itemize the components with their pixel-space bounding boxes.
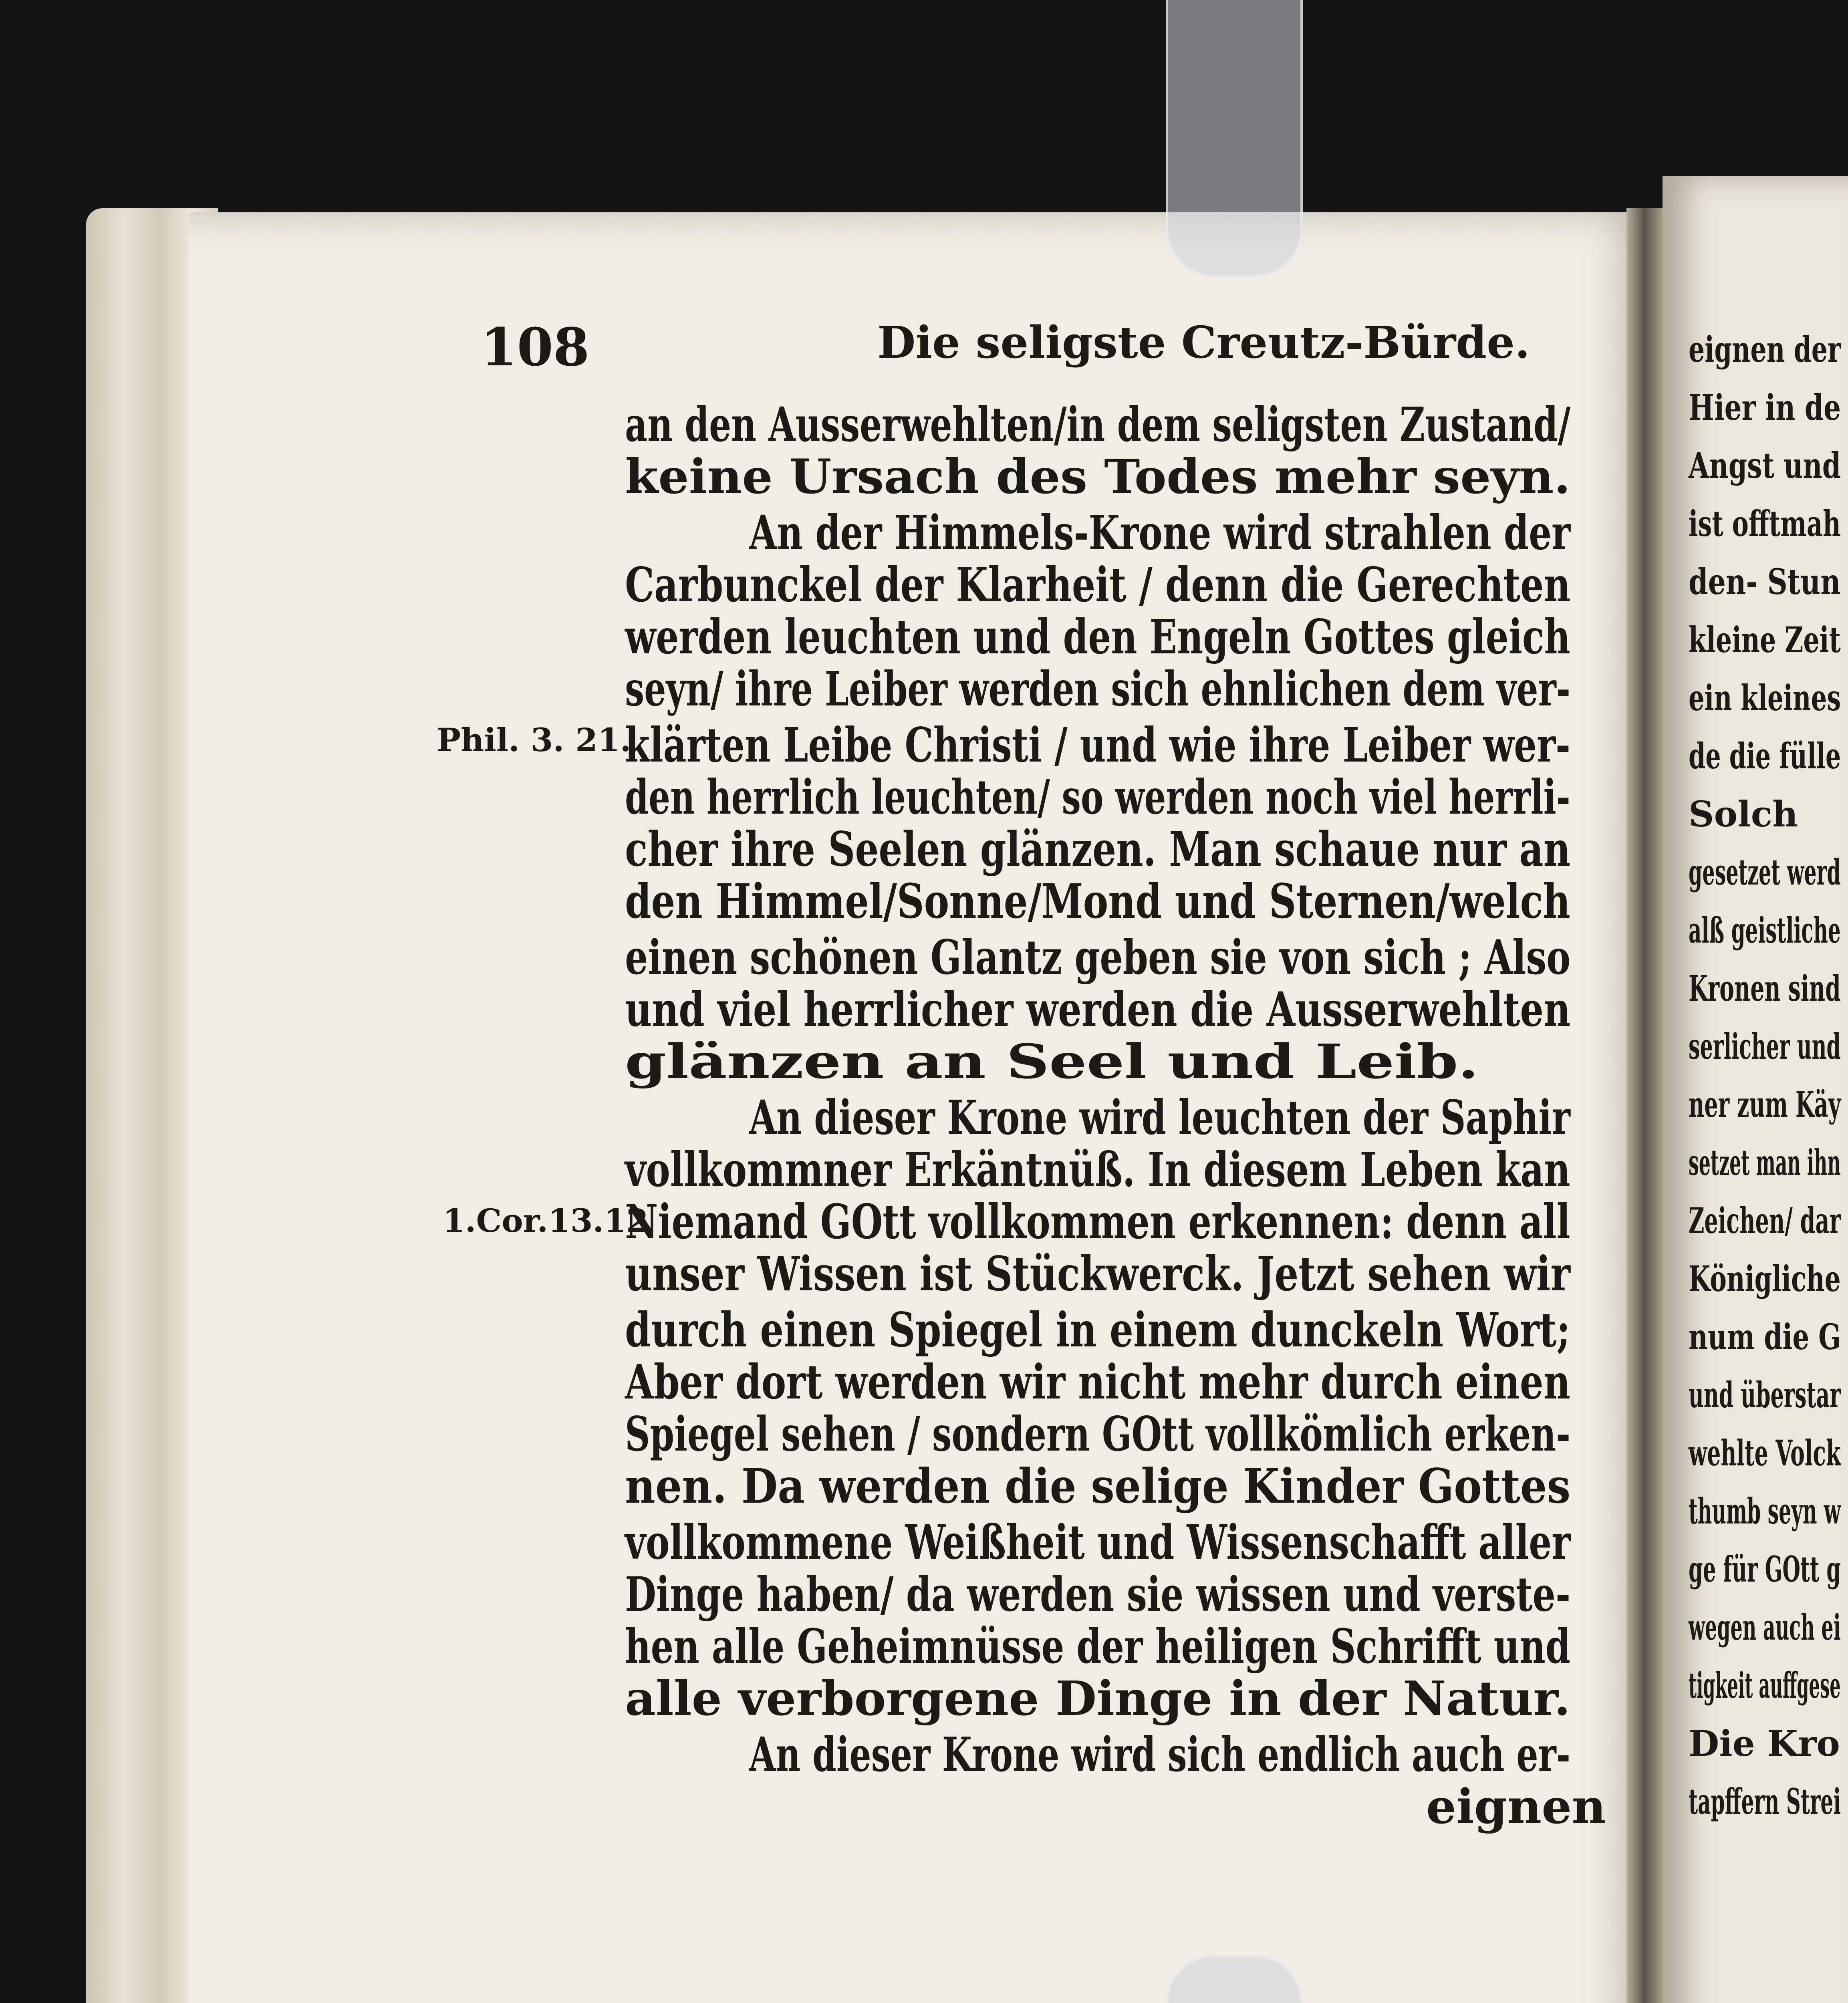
text-line: unser Wissen ist Stückwerck. Jetzt sehen wir [625, 1246, 1570, 1302]
facing-text-line: gesetzet werd [1689, 851, 1841, 893]
text-line: einen schönen Glantz geben sie von sich ; Also [625, 929, 1571, 985]
facing-text-line: Solch [1689, 793, 1798, 835]
facing-text-line: Königliche [1689, 1258, 1841, 1300]
text-line: vollkommner Erkäntnüß. In diesem Leben kan [625, 1142, 1570, 1197]
facing-text-line: Zeichen/ dar [1689, 1200, 1841, 1241]
facing-text-line: ge für GOtt g [1689, 1548, 1841, 1590]
facing-text-line: Die Kro [1689, 1723, 1840, 1764]
text-line: durch einen Spiegel in einem dunckeln Wort; [625, 1302, 1570, 1358]
book-gutter [1626, 208, 1663, 2003]
facing-text-line: serlicher und [1689, 1026, 1841, 1067]
facing-text-line: eignen der [1689, 328, 1841, 370]
top-page-clip [1166, 0, 1303, 277]
text-line: hen alle Geheimnüsse der heiligen Schrifft und [625, 1618, 1571, 1674]
text-line: An dieser Krone wird sich endlich auch er- [749, 1727, 1571, 1782]
text-line: keine Ursach des Todes mehr seyn. [625, 449, 1571, 504]
facing-text-line: und überstar [1689, 1374, 1841, 1416]
facing-text-line: ist offtmah [1689, 503, 1841, 544]
facing-text-line: kleine Zeit [1689, 619, 1841, 661]
text-line: vollkommene Weißheit und Wissenschafft aller [625, 1514, 1571, 1570]
facing-text-line: Angst und [1689, 445, 1841, 486]
facing-text-line: Hier in de [1689, 387, 1841, 428]
facing-text-line: alß geistliche [1689, 909, 1841, 951]
text-line: werden leuchten und den Engeln Gottes gleich [625, 609, 1570, 665]
running-head: Die seligste Creutz-Bürde. [877, 316, 1530, 368]
text-line: den Himmel/Sonne/Mond und Sternen/welch [625, 873, 1570, 929]
text-line: Spiegel sehen / sondern GOtt vollkömlich erken- [625, 1406, 1571, 1462]
facing-text-line: thumb seyn w [1689, 1490, 1841, 1532]
text-line: alle verborgene Dinge in der Natur. [625, 1671, 1571, 1726]
text-line: Niemand GOtt vollkommen erkennen: denn all [625, 1194, 1570, 1249]
facing-text-line: Kronen sind [1689, 967, 1841, 1009]
facing-text-line: setzet man ihn [1689, 1142, 1841, 1183]
facing-text-line: de die fülle [1689, 735, 1841, 777]
text-line: An der Himmels-Krone wird strahlen der [749, 505, 1571, 560]
text-line: klärten Leibe Christi / und wie ihre Leiber wer- [625, 717, 1571, 773]
text-line: nen. Da werden die selige Kinder Gottes [625, 1458, 1571, 1514]
facing-text-line: tapffern Strei [1689, 1781, 1841, 1822]
facing-text-line: wegen auch ei [1689, 1606, 1841, 1648]
page-number: 108 [481, 316, 590, 378]
text-line: An dieser Krone wird leuchten der Saphir [749, 1090, 1570, 1145]
text-line: Dinge haben/ da werden sie wissen und verste- [625, 1566, 1571, 1622]
marginal-note: 1.Cor.13.12 [443, 1202, 649, 1239]
text-line: und viel herrlicher werden die Ausserwehlten [625, 981, 1571, 1037]
facing-text-line: num die G [1689, 1316, 1841, 1358]
text-line: glänzen an Seel und Leib. [625, 1034, 1479, 1089]
marginal-note: Phil. 3. 21. [437, 721, 631, 759]
text-line: Aber dort werden wir nicht mehr durch einen [625, 1354, 1570, 1410]
facing-text-line: ner zum Käy [1689, 1084, 1841, 1125]
text-line: cher ihre Seelen glänzen. Man schaue nur an [625, 821, 1571, 877]
text-line: an den Ausserwehlten/in dem seligsten Zustand/ [625, 397, 1571, 452]
facing-text-line: tigkeit auffgese [1689, 1664, 1841, 1706]
facing-text-line: wehlte Volck [1689, 1432, 1841, 1474]
facing-text-line: ein kleines [1689, 677, 1841, 719]
facing-text-line: den- Stun [1689, 561, 1841, 603]
text-line: eignen [1426, 1779, 1606, 1834]
text-line: den herrlich leuchten/ so werden noch viel herrli- [625, 769, 1570, 825]
text-line: Carbunckel der Klarheit / denn die Gerechten [625, 557, 1571, 613]
text-line: seyn/ ihre Leiber werden sich ehnlichen dem ver- [625, 661, 1571, 717]
